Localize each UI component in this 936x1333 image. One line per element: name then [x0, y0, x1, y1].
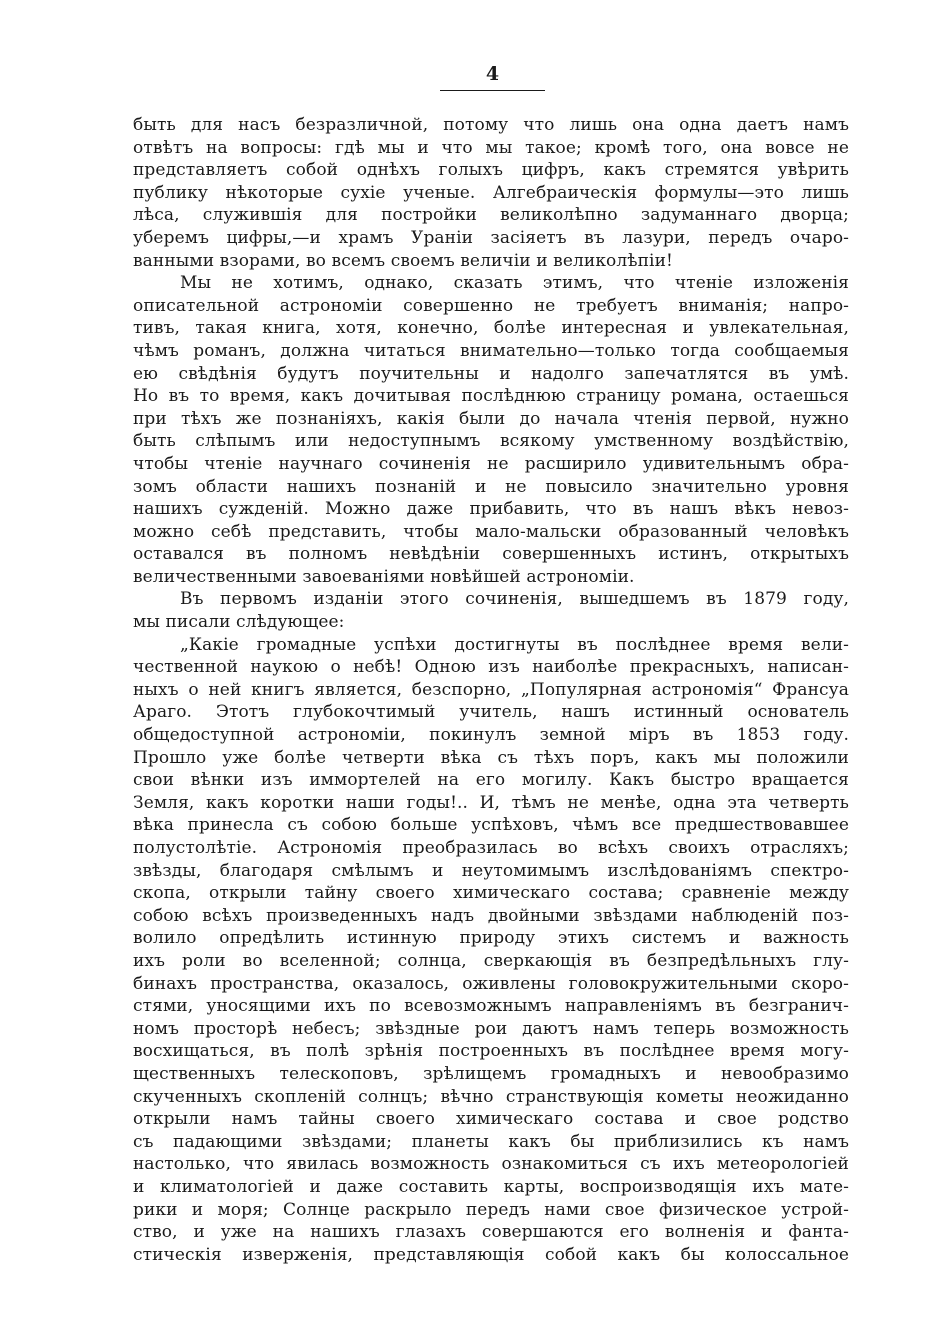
- text-line: скопа, открыли тайну своего химическаго состава; сравненіе между: [133, 883, 849, 904]
- header-rule: [440, 90, 545, 91]
- text-line: описательной астрономіи совершенно не требуетъ вниманія; напро-: [133, 295, 849, 316]
- text-line: лѣса, служившія для постройки великолѣпно задуманнаго дворца;: [133, 205, 849, 226]
- text-line: бинахъ пространства, оказалось, оживлены головокружительными скоро-: [133, 973, 849, 994]
- text-line: ныхъ о ней книгъ является, безспорно, „Популярная астрономія“ Франсуа: [133, 679, 849, 700]
- text-line: щественныхъ телескоповъ, зрѣлищемъ громадныхъ и невообразимо: [133, 1063, 849, 1084]
- text-line: восхищаться, въ полѣ зрѣнія построенныхъ въ послѣднее время могу-: [133, 1041, 849, 1062]
- page-header: [440, 62, 545, 91]
- text-line: быть для насъ безразличной, потому что лишь она одна даетъ намъ: [133, 115, 849, 135]
- text-line: рики и моря; Солнце раскрыло передъ нами свое физическое устрой-: [133, 1199, 849, 1220]
- text-line: открыли намъ тайны своего химическаго состава и свое родство: [133, 1109, 849, 1130]
- text-line: съ падающими звѣздами; планеты какъ бы приблизились къ намъ: [133, 1131, 849, 1152]
- text-line: Земля, какъ коротки наши годы!.. И, тѣмъ не менѣе, одна эта четверть: [133, 792, 849, 813]
- text-line: мы писали слѣдующее:: [133, 612, 345, 633]
- text-line: настолько, что явилась возможность ознакомиться съ ихъ метеорологіей: [133, 1154, 849, 1175]
- text-line: стическія изверженія, представляющія собой какъ бы колоссальное: [133, 1244, 849, 1265]
- text-line: свои вѣнки изъ иммортелей на его могилу. Какъ быстро вращается: [133, 770, 849, 791]
- text-line: полустолѣтіе. Астрономія преобразилась во всѣхъ своихъ отрасляхъ;: [133, 838, 849, 858]
- text-line: чественной наукою о небѣ! Одною изъ наиболѣе прекрасныхъ, написан-: [133, 657, 849, 678]
- text-line: ство, и уже на нашихъ глазахъ совершаются его волненія и фанта-: [133, 1222, 849, 1243]
- text-line: ихъ роли во вселенной; солнца, сверкающія въ безпредѣльныхъ глу-: [133, 950, 849, 971]
- text-line: чтобы чтеніе научнаго сочиненія не расширило удивительнымъ обра-: [133, 453, 849, 474]
- text-line: оставался въ полномъ невѣдѣніи совершенныхъ истинъ, открытыхъ: [133, 544, 849, 565]
- text-line: скученныхъ скопленій солнцъ; вѣчно странствующія кометы неожиданно: [133, 1086, 849, 1107]
- text-line: отвѣтъ на вопросы: гдѣ мы и что мы такое; кромѣ того, она вовсе не: [133, 137, 849, 158]
- text-line: нашихъ сужденій. Можно даже прибавить, что въ нашъ вѣкъ невоз-: [133, 499, 849, 520]
- text-line: волило опредѣлить истинную природу этихъ системъ и важность: [133, 928, 849, 949]
- text-line: при тѣхъ же познаніяхъ, какія были до начала чтенія первой, нужно: [133, 408, 849, 429]
- text-line: стями, уносящими ихъ по всевозможнымъ направленіямъ въ безгранич-: [133, 996, 849, 1017]
- text-line: чѣмъ романъ, должна читаться внимательно—только тогда сообщаемыя: [133, 340, 849, 361]
- text-line: уберемъ цифры,—и храмъ Ураніи засіяетъ въ лазури, передъ очаро-: [133, 227, 849, 248]
- text-line: вѣка принесла съ собою больше успѣховъ, чѣмъ все предшествовавшее: [133, 815, 849, 836]
- text-line: Араго. Этотъ глубокочтимый учитель, нашъ истинный основатель: [133, 702, 849, 723]
- text-line: звѣзды, благодаря смѣлымъ и неутомимымъ изслѣдованіямъ спектро-: [133, 860, 849, 881]
- text-line: зомъ области нашихъ познаній и не повысило значительно уровня: [133, 476, 849, 497]
- text-line: собою всѣхъ произведенныхъ надъ двойными звѣздами наблюденій поз-: [133, 905, 849, 926]
- text-line: представляетъ собой однѣхъ голыхъ цифръ, какъ стремятся увѣрить: [133, 160, 849, 181]
- page-number: 4: [485, 63, 500, 85]
- text-line: величественными завоеваніями новѣйшей астрономіи.: [133, 566, 635, 587]
- body-text: [133, 114, 849, 1266]
- text-line: Прошло уже болѣе четверти вѣка съ тѣхъ поръ, какъ мы положили: [133, 747, 849, 768]
- text-line: тивъ, такая книга, хотя, конечно, болѣе интересная и увлекательная,: [133, 318, 849, 339]
- text-line: и климатологіей и даже составить карты, воспроизводящія ихъ мате-: [133, 1176, 849, 1197]
- text-line: быть слѣпымъ или недоступнымъ всякому умственному воздѣйствію,: [133, 431, 849, 452]
- text-line: номъ просторѣ небесъ; звѣздные рои даютъ намъ теперь возможность: [133, 1018, 849, 1039]
- text-line: публику нѣкоторые сухіе ученые. Алгебраическія формулы—это лишь: [133, 182, 849, 203]
- text-line: ванными взорами, во всемъ своемъ величіи и великолѣпіи!: [133, 250, 673, 271]
- text-line: „Какіе громадные успѣхи достигнуты въ послѣднее время вели-: [180, 634, 849, 655]
- text-line: Но въ то время, какъ дочитывая послѣднюю страницу романа, остаешься: [133, 386, 849, 407]
- text-line: общедоступной астрономіи, покинулъ земной міръ въ 1853 году.: [133, 725, 849, 746]
- text-line: Въ первомъ изданіи этого сочиненія, вышедшемъ въ 1879 году,: [180, 589, 849, 610]
- text-line: ею свѣдѣнія будутъ поучительны и надолго запечатлятся въ умѣ.: [133, 363, 849, 384]
- text-line: можно себѣ представить, чтобы мало-мальски образованный человѣкъ: [133, 521, 849, 542]
- text-line: Мы не хотимъ, однако, сказать этимъ, что чтеніе изложенія: [180, 273, 849, 294]
